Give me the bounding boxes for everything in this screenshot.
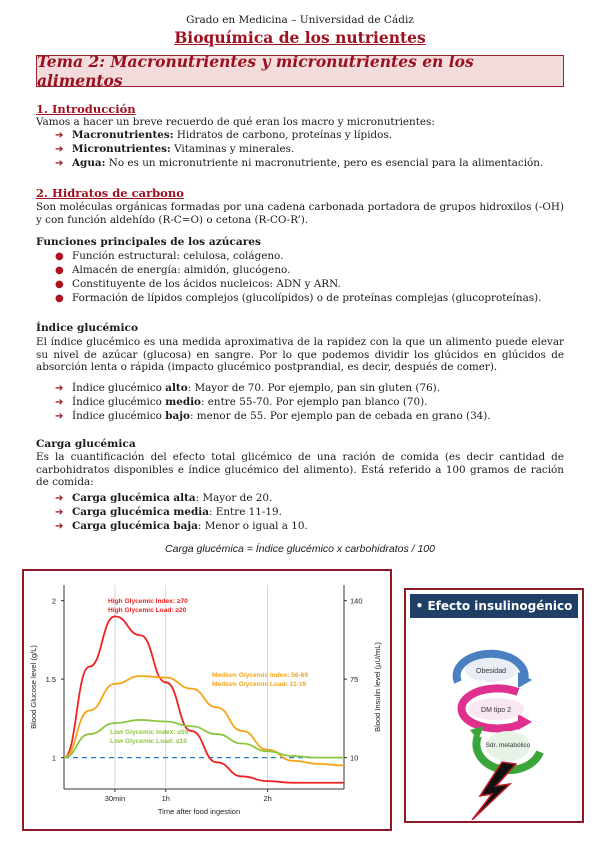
y2-tick-label: 140 (350, 596, 363, 606)
intro-item: ➔ Macronutrientes: Hidratos de carbono, proteínas y lípidos. (55, 129, 393, 141)
carbs-text: Son moléculas orgánicas formadas por una cadena carbonada portadora de grupos hidroxilos (-OH) y con función aldehído (R-C=O) o cetona (R-CO-R’). (36, 201, 564, 226)
formula: Carga glucémica = Índice glucémico x carbohidratos / 100 (165, 543, 435, 555)
insulin-effect-panel (404, 588, 584, 823)
intro-item: ➔ Micronutrientes: Vitaminas y minerales. (55, 143, 295, 155)
gi-title: Índice glucémico (36, 322, 139, 334)
glycemic-chart (24, 571, 390, 829)
function-item: ● Formación de lípidos complejos (glucolípidos) o de proteínas complejas (glucoproteínas). (55, 292, 542, 304)
topic-banner (36, 52, 564, 90)
gl-item: ➔ Carga glucémica alta: Mayor de 20. (55, 492, 273, 504)
x-axis-label: Time after food ingestion (157, 807, 241, 816)
header-line: Grado en Medicina – Universidad de Cádiz (186, 14, 414, 26)
function-item: ● Almacén de energía: almidón, glucógeno. (55, 264, 291, 276)
intro-text: Vamos a hacer un breve recuerdo de qué eran los macro y micronutrientes: (36, 116, 435, 128)
insulin-panel-title: • Efecto insulinogénico (410, 594, 578, 618)
x-tick-label: 2h (263, 794, 272, 803)
label-obesity: Obesidad (476, 668, 506, 675)
label-dm2: DM tipo 2 (481, 707, 511, 714)
function-item: ● Función estructural: celulosa, colágeno. (55, 250, 284, 262)
series-label: Low Glycemic Index: ≤55 (110, 729, 189, 736)
topic-title: Tema 2: Macronutrientes y micronutrientes en los alimentos (37, 52, 474, 90)
gi-item: ➔ Índice glucémico medio: entre 55-70. Por ejemplo pan blanco (70). (55, 396, 428, 408)
page-title: Bioquímica de los nutrientes (174, 28, 426, 47)
intro-item: ➔ Agua: No es un micronutriente ni macronutriente, pero es esencial para la alimentación. (55, 157, 544, 169)
x-tick-label: 30min (104, 794, 126, 803)
functions-title: Funciones principales de los azúcares (36, 236, 262, 248)
series-line (64, 720, 344, 758)
y2-axis-label: Blood Insulin level (µU/mL) (373, 642, 382, 732)
series-label: High Glycemic Index: ≥70 (108, 598, 188, 605)
y-tick-label: 1.5 (45, 675, 56, 685)
series-label: Low Glycemic Load: ≤10 (110, 738, 187, 745)
series-line (64, 676, 344, 765)
gi-item: ➔ Índice glucémico bajo: menor de 55. Por ejemplo pan de cebada en grano (34). (55, 410, 491, 422)
gl-item: ➔ Carga glucémica media: Entre 11-19. (55, 506, 282, 518)
function-item: ● Constituyente de los ácidos nucleicos: ADN y ARN. (55, 278, 341, 290)
series-label: Medium Glycemic Load: 11-19 (212, 681, 307, 688)
x-tick-label: 1h (161, 794, 170, 803)
arrow-icon (470, 726, 484, 740)
insulin-cycle-diagram (406, 620, 582, 820)
gi-text: El índice glucémico es una medida aproximativa de la rapidez con la que un alimento puede elevar su nivel de azúcar (glucosa) en sangre. Por lo que podemos dividir los glúcidos en glúcidos de absorción lenta o rápida (impacto glucémico postprandial, es decir, después de comer). (36, 336, 564, 374)
y2-tick-label: 75 (350, 675, 359, 685)
y2-tick-label: 10 (350, 753, 359, 763)
series-label: Medium Glycemic Index: 56-69 (212, 672, 309, 679)
y-tick-label: 1 (51, 753, 56, 763)
label-metabolic: Sdr. metabólico (485, 742, 531, 749)
y-tick-label: 2 (51, 596, 56, 606)
gl-item: ➔ Carga glucémica baja: Menor o igual a 10. (55, 520, 308, 532)
glycemic-chart-frame (22, 569, 392, 831)
carbs-heading: 2. Hidratos de carbono (36, 186, 184, 200)
arrow-icon (518, 714, 532, 730)
series-label: High Glycemic Load: ≥20 (108, 607, 187, 614)
gl-text: Es la cuantificación del efecto total glicémico de una ración de comida (es decir cantidad de carbohidratos disponibles e índice glucémico del alimento). Está referido a 100 gramos de ración de comida: (36, 451, 564, 489)
gi-item: ➔ Índice glucémico alto: Mayor de 70. Por ejemplo, pan sin gluten (76). (55, 382, 441, 394)
intro-heading: 1. Introducción (36, 102, 136, 116)
y-axis-label: Blood Glucose level (g/L) (29, 645, 38, 729)
gl-title: Carga glucémica (36, 438, 136, 450)
